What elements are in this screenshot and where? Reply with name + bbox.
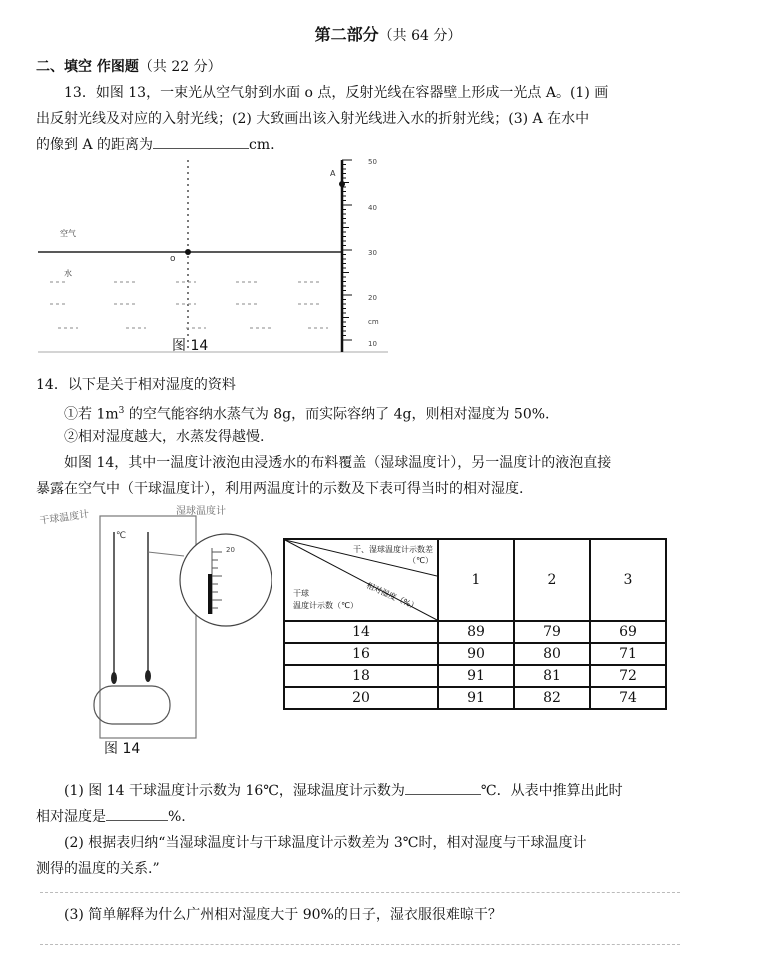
label-water: 水 — [64, 269, 72, 278]
row-value: 81 — [514, 665, 590, 687]
part-score: （共 64 分） — [378, 28, 462, 44]
corner-header-left — [293, 588, 358, 612]
row-temp: 18 — [284, 665, 438, 687]
table-row — [284, 621, 666, 643]
table-corner-cell — [284, 539, 438, 621]
part-title-text: 第二部分 — [314, 25, 379, 44]
incidence-point — [185, 249, 191, 255]
q13-line3-unit: cm. — [249, 137, 275, 153]
answer-line[interactable] — [40, 892, 680, 893]
ruler-ticks — [342, 160, 352, 340]
row-value: 74 — [590, 687, 666, 709]
zoom-tick-label: 20 — [226, 546, 235, 554]
scale-label-20: 20 — [368, 294, 377, 302]
q14-sub1-line2 — [36, 804, 186, 830]
unit-mark: ℃ — [116, 531, 127, 541]
label-air: 空气 — [60, 229, 76, 238]
zoom-link — [148, 552, 184, 556]
wet-bulb — [145, 670, 151, 682]
zoom-mercury — [208, 574, 212, 614]
q14-para-line2: 暴露在空气中（干球温度计），利用两温度计的示数及下表可得当时的相对湿度. — [36, 481, 524, 497]
scale-label-10: 10 — [368, 340, 377, 348]
col-header-3: 3 — [590, 539, 666, 621]
q13-line1: 13．如图 13，一束光从空气射到水面 o 点，反射光线在容器壁上形成一光点 A。(1) 画 — [64, 85, 609, 101]
section-score: （共 22 分） — [138, 59, 222, 75]
q14-sub1-line1 — [64, 778, 623, 804]
sub1-text-d: %. — [168, 809, 186, 825]
q14-sub3: (3) 简单解释为什么广州相对湿度大于 90%的日子，湿衣服很难晾干？ — [64, 907, 502, 923]
row-value: 91 — [438, 687, 514, 709]
scale-label-40: 40 — [368, 204, 377, 212]
row-value: 79 — [514, 621, 590, 643]
row-value: 90 — [438, 643, 514, 665]
water-tank — [94, 686, 170, 724]
scale-label-30: 30 — [368, 249, 377, 257]
humidity-table — [283, 538, 667, 710]
row-temp: 20 — [284, 687, 438, 709]
q13-line2: 出反射光线及对应的入射光线；(2) 大致画出该入射光线进入水的折射光线；(3) A 在水中 — [36, 111, 590, 127]
fig13-caption: 图 14 — [172, 338, 209, 354]
q14-para-line1: 如图 14，其中一温度计液泡由浸透水的布料覆盖（湿球温度计），另一温度计的液泡直接 — [64, 455, 612, 471]
q14-sub2-line2: 测得的温度的关系.” — [36, 861, 160, 877]
q14-item1-sup: 3 — [118, 406, 125, 416]
thermometer-figure — [36, 504, 272, 740]
table-row — [284, 687, 666, 709]
sub1-text-c: 相对湿度是 — [36, 809, 106, 825]
scale-label-cm: cm — [368, 318, 379, 326]
corner-left-1: 干球 — [293, 589, 309, 598]
corner-left-2: 温度计示数（℃） — [293, 601, 358, 610]
q14-item2: ②相对湿度越大，水蒸发得越慢. — [64, 429, 265, 445]
sub1-text-b: ℃．从表中推算出此时 — [480, 783, 623, 799]
water-pattern — [50, 282, 328, 328]
corner-top-text: 干、湿球温度计示数差 — [353, 545, 433, 554]
scale-label-50: 50 — [368, 158, 377, 166]
answer-line[interactable] — [40, 944, 680, 945]
q13-line3-text: 的像到 A 的距离为 — [36, 137, 154, 153]
col-header-2: 2 — [514, 539, 590, 621]
section-heading — [36, 56, 222, 76]
q13-diagram — [36, 156, 396, 356]
sub1-wet-temp-blank[interactable] — [405, 780, 481, 795]
q14-item1-a: ①若 1m — [64, 406, 119, 423]
corner-header-mid: 相对湿度（%） — [364, 580, 420, 612]
label-A: A — [330, 169, 336, 178]
section-title: 二、填空 作图题 — [36, 59, 139, 75]
sub1-text-a: (1) 图 14 干球温度计示数为 16℃，湿球温度计示数为 — [64, 783, 405, 799]
row-value: 72 — [590, 665, 666, 687]
dry-bulb — [111, 672, 117, 684]
row-value: 89 — [438, 621, 514, 643]
row-temp: 16 — [284, 643, 438, 665]
corner-top-unit: （℃） — [408, 556, 433, 565]
row-value: 82 — [514, 687, 590, 709]
q14-sub2-line1: (2) 根据表归纳“当湿球温度计与干球温度计示数差为 3℃时，相对湿度与干球温度计 — [64, 835, 587, 851]
row-temp: 14 — [284, 621, 438, 643]
row-value: 69 — [590, 621, 666, 643]
table-header-row — [284, 539, 666, 621]
row-value: 80 — [514, 643, 590, 665]
hand-label-wet: 湿球温度计 — [176, 506, 226, 517]
sub1-humidity-blank[interactable] — [106, 806, 168, 821]
light-spot-A — [339, 181, 345, 187]
table-row — [284, 665, 666, 687]
fig14-caption: 图 14 — [104, 741, 141, 757]
q14-intro: 14．以下是关于相对湿度的资料 — [36, 377, 236, 393]
label-o: o — [170, 254, 176, 264]
row-value: 91 — [438, 665, 514, 687]
q13-answer-blank[interactable] — [153, 134, 249, 149]
hand-label-dry: 干球温度计 — [38, 509, 90, 527]
col-header-1: 1 — [438, 539, 514, 621]
corner-header-top — [353, 544, 433, 566]
part-title — [0, 22, 776, 45]
q13-line3 — [36, 132, 275, 158]
row-value: 71 — [590, 643, 666, 665]
q14-item1-b: 的空气能容纳水蒸气为 8g，而实际容纳了 4g，则相对湿度为 50%. — [124, 406, 550, 423]
table-row — [284, 643, 666, 665]
